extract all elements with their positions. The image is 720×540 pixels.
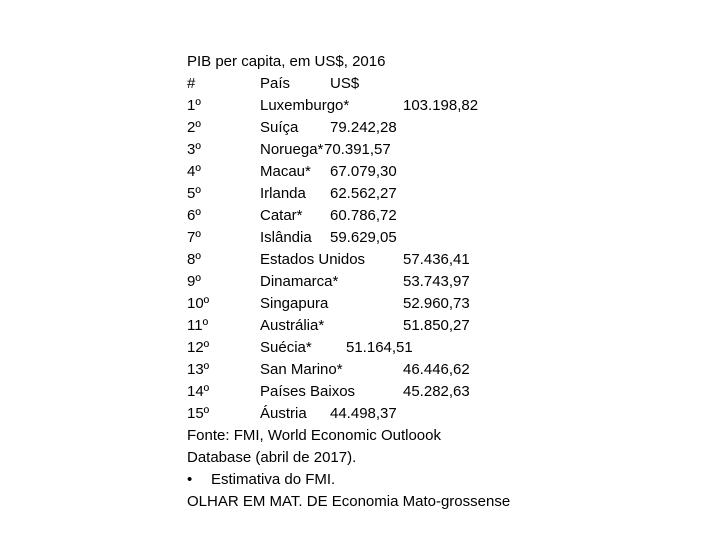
row-value: 52.960,73 — [403, 295, 470, 312]
header-country: País — [260, 75, 291, 92]
row-value: 53.743,97 — [403, 273, 470, 290]
row-value: 79.242,28 — [330, 119, 397, 136]
note-line — [187, 469, 335, 491]
row-country: Áustria — [260, 405, 307, 422]
row-value: 59.629,05 — [330, 229, 397, 246]
bullet-icon: • — [187, 471, 193, 488]
row-rank: 4º — [187, 163, 201, 180]
row-country: Macau* — [260, 163, 311, 180]
row-rank: 12º — [187, 339, 210, 356]
row-rank: 15º — [187, 405, 210, 422]
note-text: Estimativa do FMI. — [211, 471, 336, 488]
row-value: 57.436,41 — [403, 251, 470, 268]
row-country: Luxemburgo* — [260, 97, 350, 114]
row-rank: 6º — [187, 207, 201, 224]
row-rank: 9º — [187, 273, 201, 290]
row-country: Suécia* — [260, 339, 312, 356]
row-rank: 8º — [187, 251, 201, 268]
source-line-1: Fonte: FMI, World Economic Outloook — [187, 427, 441, 444]
row-country: Países Baixos — [260, 383, 356, 400]
row-value: 44.498,37 — [330, 405, 397, 422]
row-rank: 5º — [187, 185, 201, 202]
row-value: 67.079,30 — [330, 163, 397, 180]
row-country: Noruega* — [260, 141, 324, 158]
row-value: 46.446,62 — [403, 361, 470, 378]
footer-line: OLHAR EM MAT. DE Economia Mato-grossense — [187, 493, 511, 510]
row-rank: 10º — [187, 295, 210, 312]
row-value: 62.562,27 — [330, 185, 397, 202]
row-value: 103.198,82 — [403, 97, 479, 114]
row-country: Suíça — [260, 119, 299, 136]
header-value: US$ — [330, 75, 360, 92]
row-country: San Marino* — [260, 361, 343, 378]
document-title: PIB per capita, em US$, 2016 — [187, 53, 386, 70]
row-country: Catar* — [260, 207, 303, 224]
row-rank: 2º — [187, 119, 201, 136]
row-value: 60.786,72 — [330, 207, 397, 224]
row-value: 70.391,57 — [324, 141, 391, 158]
row-value: 45.282,63 — [403, 383, 470, 400]
row-rank: 13º — [187, 361, 210, 378]
row-rank: 3º — [187, 141, 201, 158]
row-country: Singapura — [260, 295, 329, 312]
row-rank: 14º — [187, 383, 210, 400]
row-value: 51.850,27 — [403, 317, 470, 334]
header-rank: # — [187, 75, 196, 92]
row-country: Islândia — [260, 229, 312, 246]
row-country: Estados Unidos — [260, 251, 366, 268]
row-country: Austrália* — [260, 317, 325, 334]
source-line-2: Database (abril de 2017). — [187, 449, 357, 466]
row-country: Dinamarca* — [260, 273, 339, 290]
row-rank: 1º — [187, 97, 201, 114]
row-country: Irlanda — [260, 185, 306, 202]
row-rank: 7º — [187, 229, 201, 246]
row-rank: 11º — [187, 317, 209, 334]
row-value: 51.164,51 — [346, 339, 413, 356]
